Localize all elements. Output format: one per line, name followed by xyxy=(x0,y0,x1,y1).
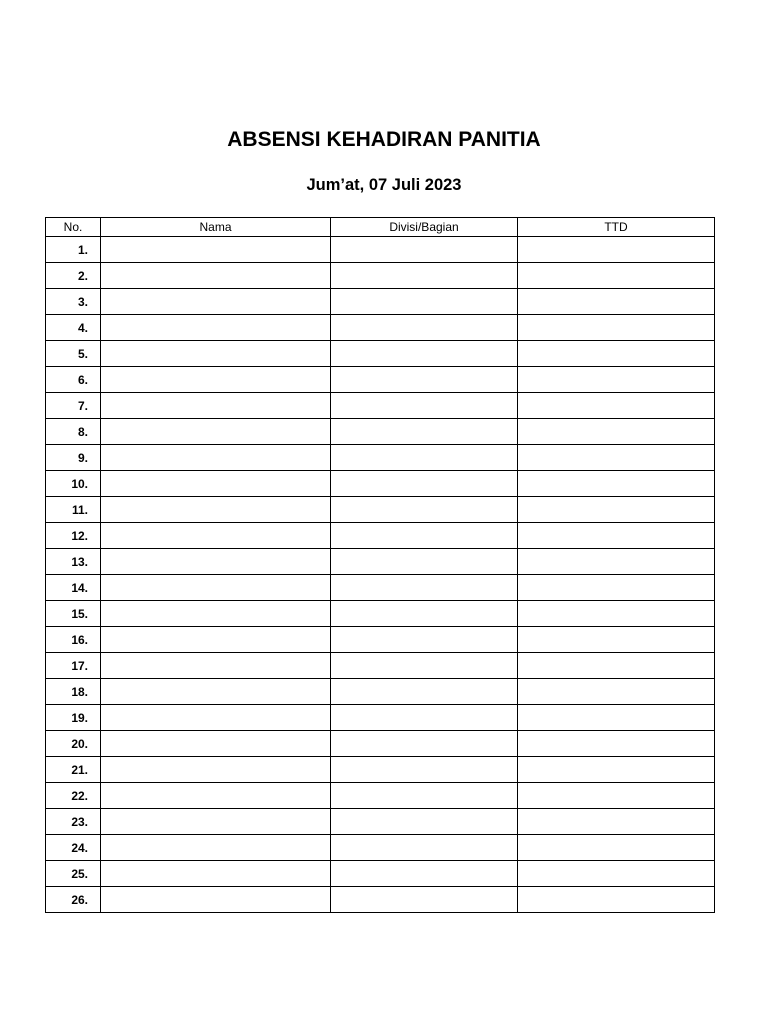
row-number: 4. xyxy=(46,315,101,341)
nama-cell[interactable] xyxy=(101,367,331,393)
signature-cell[interactable] xyxy=(518,419,715,445)
table-row xyxy=(46,783,715,809)
nama-cell[interactable] xyxy=(101,523,331,549)
signature-cell[interactable] xyxy=(518,341,715,367)
nama-cell[interactable] xyxy=(101,289,331,315)
header-row xyxy=(46,218,715,237)
row-number: 20. xyxy=(46,731,101,757)
nama-cell[interactable] xyxy=(101,887,331,913)
signature-cell[interactable] xyxy=(518,497,715,523)
table-row xyxy=(46,367,715,393)
row-number: 13. xyxy=(46,549,101,575)
nama-cell[interactable] xyxy=(101,653,331,679)
row-number: 19. xyxy=(46,705,101,731)
signature-cell[interactable] xyxy=(518,471,715,497)
table-row xyxy=(46,757,715,783)
signature-cell[interactable] xyxy=(518,263,715,289)
nama-cell[interactable] xyxy=(101,263,331,289)
nama-cell[interactable] xyxy=(101,783,331,809)
nama-cell[interactable] xyxy=(101,237,331,263)
divisi-cell[interactable] xyxy=(331,861,518,887)
row-number: 23. xyxy=(46,809,101,835)
row-number: 10. xyxy=(46,471,101,497)
table-row xyxy=(46,549,715,575)
nama-cell[interactable] xyxy=(101,757,331,783)
attendance-table xyxy=(45,217,715,913)
table-row xyxy=(46,679,715,705)
divisi-cell[interactable] xyxy=(331,835,518,861)
row-number: 25. xyxy=(46,861,101,887)
table-row xyxy=(46,419,715,445)
nama-cell[interactable] xyxy=(101,835,331,861)
attendance-table-header xyxy=(46,218,715,237)
signature-cell[interactable] xyxy=(518,575,715,601)
divisi-cell[interactable] xyxy=(331,445,518,471)
table-row xyxy=(46,809,715,835)
signature-cell[interactable] xyxy=(518,809,715,835)
table-row xyxy=(46,315,715,341)
divisi-cell[interactable] xyxy=(331,419,518,445)
nama-cell[interactable] xyxy=(101,445,331,471)
divisi-cell[interactable] xyxy=(331,887,518,913)
table-row xyxy=(46,445,715,471)
table-row xyxy=(46,289,715,315)
nama-cell[interactable] xyxy=(101,341,331,367)
table-row xyxy=(46,393,715,419)
table-row xyxy=(46,653,715,679)
signature-cell[interactable] xyxy=(518,367,715,393)
divisi-cell[interactable] xyxy=(331,393,518,419)
signature-cell[interactable] xyxy=(518,315,715,341)
nama-cell[interactable] xyxy=(101,315,331,341)
header-nama: Nama xyxy=(101,218,331,237)
row-number: 16. xyxy=(46,627,101,653)
divisi-cell[interactable] xyxy=(331,523,518,549)
nama-cell[interactable] xyxy=(101,731,331,757)
nama-cell[interactable] xyxy=(101,601,331,627)
table-row xyxy=(46,601,715,627)
table-row xyxy=(46,627,715,653)
signature-cell[interactable] xyxy=(518,549,715,575)
header-no: No. xyxy=(46,218,101,237)
divisi-cell[interactable] xyxy=(331,731,518,757)
divisi-cell[interactable] xyxy=(331,575,518,601)
signature-cell[interactable] xyxy=(518,289,715,315)
document-date: Jum’at, 07 Juli 2023 xyxy=(306,176,462,194)
row-number: 18. xyxy=(46,679,101,705)
row-number: 2. xyxy=(46,263,101,289)
signature-cell[interactable] xyxy=(518,705,715,731)
signature-cell[interactable] xyxy=(518,627,715,653)
row-number: 8. xyxy=(46,419,101,445)
divisi-cell[interactable] xyxy=(331,263,518,289)
nama-cell[interactable] xyxy=(101,679,331,705)
row-number: 6. xyxy=(46,367,101,393)
row-number: 15. xyxy=(46,601,101,627)
signature-cell[interactable] xyxy=(518,393,715,419)
row-number: 24. xyxy=(46,835,101,861)
divisi-cell[interactable] xyxy=(331,237,518,263)
nama-cell[interactable] xyxy=(101,809,331,835)
row-number: 1. xyxy=(46,237,101,263)
divisi-cell[interactable] xyxy=(331,705,518,731)
row-number: 12. xyxy=(46,523,101,549)
divisi-cell[interactable] xyxy=(331,341,518,367)
divisi-cell[interactable] xyxy=(331,367,518,393)
nama-cell[interactable] xyxy=(101,861,331,887)
nama-cell[interactable] xyxy=(101,705,331,731)
row-number: 17. xyxy=(46,653,101,679)
table-row xyxy=(46,705,715,731)
signature-cell[interactable] xyxy=(518,731,715,757)
divisi-cell[interactable] xyxy=(331,757,518,783)
divisi-cell[interactable] xyxy=(331,497,518,523)
table-row xyxy=(46,523,715,549)
table-row xyxy=(46,237,715,263)
divisi-cell[interactable] xyxy=(331,289,518,315)
table-row xyxy=(46,263,715,289)
table-row xyxy=(46,471,715,497)
row-number: 22. xyxy=(46,783,101,809)
nama-cell[interactable] xyxy=(101,627,331,653)
divisi-cell[interactable] xyxy=(331,315,518,341)
row-number: 14. xyxy=(46,575,101,601)
row-number: 11. xyxy=(46,497,101,523)
signature-cell[interactable] xyxy=(518,523,715,549)
signature-cell[interactable] xyxy=(518,445,715,471)
header-divisi: Divisi/Bagian xyxy=(331,218,518,237)
row-number: 9. xyxy=(46,445,101,471)
row-number: 7. xyxy=(46,393,101,419)
row-number: 5. xyxy=(46,341,101,367)
nama-cell[interactable] xyxy=(101,419,331,445)
table-row xyxy=(46,887,715,913)
nama-cell[interactable] xyxy=(101,393,331,419)
divisi-cell[interactable] xyxy=(331,783,518,809)
signature-cell[interactable] xyxy=(518,601,715,627)
table-row xyxy=(46,731,715,757)
divisi-cell[interactable] xyxy=(331,679,518,705)
signature-cell[interactable] xyxy=(518,757,715,783)
divisi-cell[interactable] xyxy=(331,549,518,575)
row-number: 3. xyxy=(46,289,101,315)
signature-cell[interactable] xyxy=(518,887,715,913)
table-row xyxy=(46,497,715,523)
signature-cell[interactable] xyxy=(518,237,715,263)
nama-cell[interactable] xyxy=(101,575,331,601)
table-row xyxy=(46,575,715,601)
signature-cell[interactable] xyxy=(518,835,715,861)
attendance-table-body xyxy=(46,237,715,913)
divisi-cell[interactable] xyxy=(331,471,518,497)
table-row xyxy=(46,341,715,367)
nama-cell[interactable] xyxy=(101,471,331,497)
nama-cell[interactable] xyxy=(101,497,331,523)
table-row xyxy=(46,861,715,887)
table-row xyxy=(46,835,715,861)
row-number: 21. xyxy=(46,757,101,783)
signature-cell[interactable] xyxy=(518,679,715,705)
nama-cell[interactable] xyxy=(101,549,331,575)
signature-cell[interactable] xyxy=(518,653,715,679)
document-title: ABSENSI KEHADIRAN PANITIA xyxy=(227,128,541,151)
divisi-cell[interactable] xyxy=(331,653,518,679)
divisi-cell[interactable] xyxy=(331,601,518,627)
header-ttd: TTD xyxy=(518,218,715,237)
signature-cell[interactable] xyxy=(518,783,715,809)
divisi-cell[interactable] xyxy=(331,627,518,653)
signature-cell[interactable] xyxy=(518,861,715,887)
divisi-cell[interactable] xyxy=(331,809,518,835)
row-number: 26. xyxy=(46,887,101,913)
